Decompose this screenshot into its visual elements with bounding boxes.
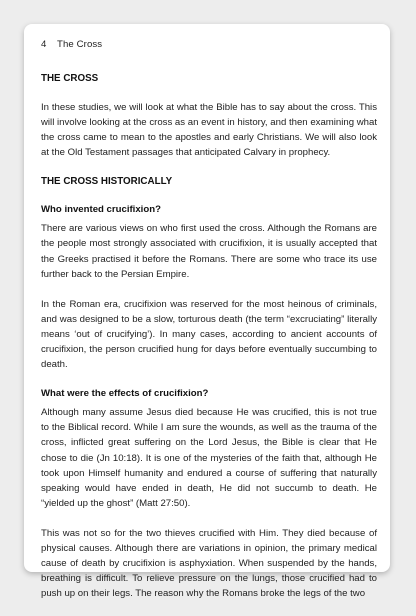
book-page (24, 24, 390, 600)
section-heading-the-cross: THE CROSS (41, 73, 99, 84)
body-paragraph: This was not so for the two thieves crucified with Him. They died because of physical causes. Although there are variations in opinion, the primary medical cause of death by crucifixion is asphyxiation. When suspended by the hands, breathing is difficult. To relieve pressure on the lungs, those crucified had to push up on their legs. The reason why the Romans broke the legs of the two (41, 527, 377, 600)
body-paragraph: Although many assume Jesus died because He was crucified, this is not true to the Biblical record. While I am sure the wounds, as well as the trauma of the cross, inflicted great suffering on the Lord Jesus, the Bible is clear that He chose to die (Jn 10:18). It is one of the mysteries of the faith that, although He took upon Himself humanity and endured a course of suffering that naturally speaking would have ended in death, He did not succumb to death. He “yielded up the ghost” (Matt 27:50). (41, 407, 377, 509)
page-content (41, 38, 377, 616)
body-paragraph: In the Roman era, crucifixion was reserved for the most heinous of criminals, and was designed to be a slow, torturous death (the term “excruciating” literally means ‘out of crucifying’). In many cases, according to ancient accounts of crucifixion, the person crucified hung for days before eventually succumbing to death. (41, 298, 377, 371)
intro-paragraph: In these studies, we will look at what the Bible has to say about the cross. This will involve looking at the cross as an event in history, and then examining what the cross came to mean to the apostles and early Christians. We will also look at the Old Testament passages that anticipated Calvary in prophecy. (41, 102, 377, 159)
page-number: 4 (41, 39, 47, 50)
subheading-effects: What were the effects of crucifixion? (41, 388, 209, 400)
section-heading-cross-historically: THE CROSS HISTORICALLY (41, 176, 173, 188)
subheading-who-invented: Who invented crucifixion? (41, 204, 161, 216)
running-header (41, 38, 377, 52)
running-title: The Cross (57, 39, 103, 50)
body-paragraph: There are various views on who first used the cross. Although the Romans are the people most strongly associated with crucifixion, it is usually accepted that the Greeks practised it before the Romans. There are some who trace its use further back to the Persian Empire. (41, 223, 377, 280)
